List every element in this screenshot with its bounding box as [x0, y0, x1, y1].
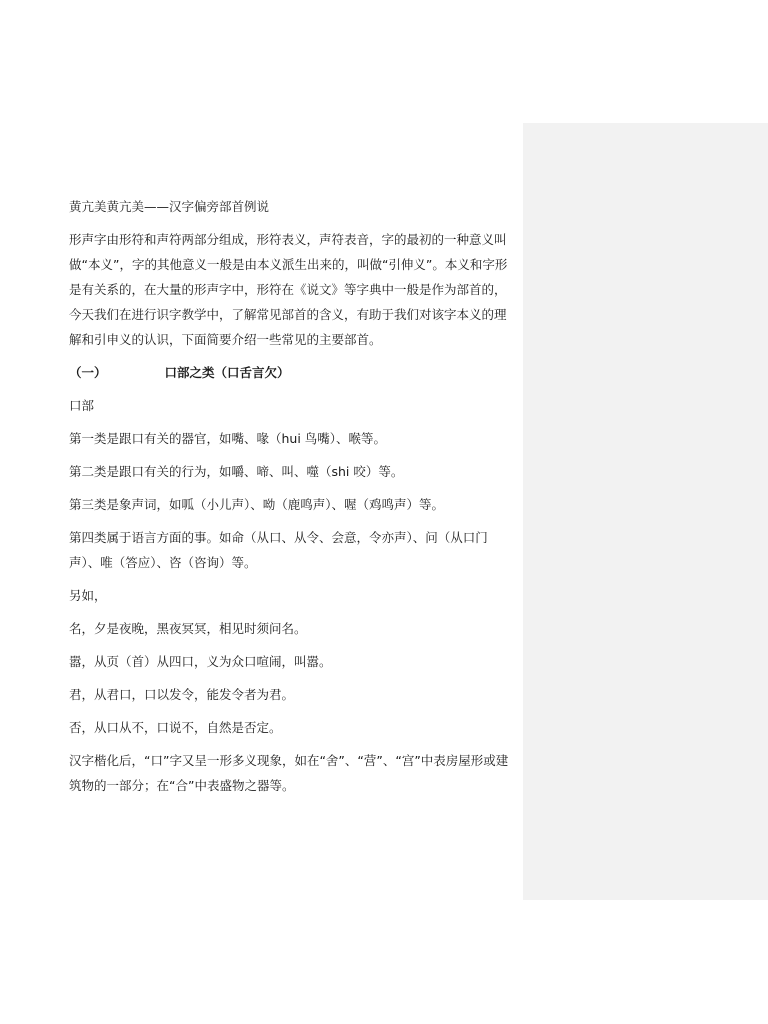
also-label: 另如，	[69, 588, 107, 603]
example-2-paragraph: 嚣，从页（首）从四口，义为众口喧闹，叫嚣。	[69, 654, 332, 669]
subsection-label: 口部	[69, 398, 95, 413]
example-1-paragraph: 名，夕是夜晚，黑夜冥冥，相见时须问名。	[69, 621, 307, 636]
example-4-paragraph: 否，从口从不，口说不，自然是否定。	[69, 720, 282, 735]
intro-paragraph: 形声字由形符和声符两部分组成，形符表义，声符表音，字的最初的一种意义叫做“本义”，字的其他意义一般是由本义派生出来的，叫做“引伸义”。本义和字形是有关系的，在大量的形声字中，形符在《说文》等字典中一般是作为部首的，今天我们在进行识字教学中，了解常见部首的含义，有助于我们对该字本义的理解和引申义的认识，下面简要介绍一些常见的主要部首。	[69, 232, 508, 347]
category-3-paragraph: 第三类是象声词，如呱（小儿声）、呦（鹿鸣声）、喔（鸡鸣声）等。	[69, 497, 445, 512]
closing-paragraph: 汉字楷化后，“口”字又呈一形多义现象，如在“舍”、“营”、“宫”中表房屋形或建筑物的一部分；在“合”中表盛物之器等。	[69, 753, 509, 793]
section-title: 口部之类（口舌言欠）	[164, 365, 290, 380]
category-1-paragraph: 第一类是跟口有关的器官，如嘴、喙（hui 鸟嘴）、喉等。	[69, 431, 387, 446]
section-heading	[69, 360, 515, 385]
comment-margin-panel	[523, 123, 768, 900]
document-body	[69, 194, 515, 806]
example-3-paragraph: 君，从君口，口以发令，能发令者为君。	[69, 687, 295, 702]
document-title: 黄亢美黄亢美——汉字偏旁部首例说	[69, 199, 270, 214]
section-number: （一）	[69, 365, 107, 380]
category-4-paragraph: 第四类属于语言方面的事。如命（从口、从令、会意，令亦声）、问（从口门声）、唯（答应）、咨（咨询）等。	[69, 530, 488, 570]
category-2-paragraph: 第二类是跟口有关的行为，如嚼、啼、叫、噬（shi 咬）等。	[69, 464, 404, 479]
